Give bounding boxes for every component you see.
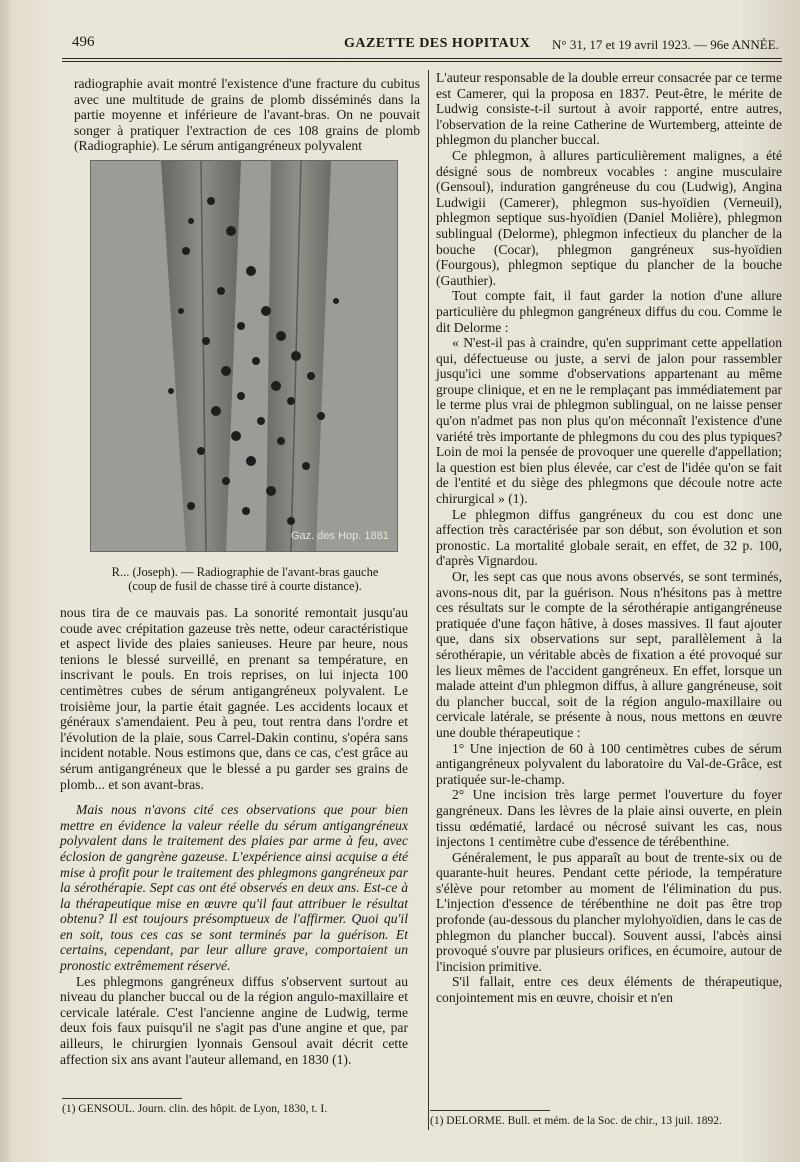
radiograph-figure: [90, 160, 398, 552]
radiograph-image: [91, 161, 397, 551]
paragraph: Or, les sept cas que nous avons observés, se sont terminés, avons-nous dit, par la guérison. Nous n'hésitons pas à mettre ces résultats sur le compte de la sérothérapie antigangréneuse pratiquée d'une façon hâtive, à doses massives. Il faut ajouter que, dans six observations sur sept, parallèlement à la sérothérapie, un véritable abcès de fixation a été provoqué sur les lieux mêmes de l'accident gangréneux. En effet, lorsque un malade atteint d'un phlegmon diffus, à allure gangréneuse, soit du plancher buccal, soit de la région angulo-maxillaire ou cervicale latérale, se présente à nous, nous mettons en œuvre une double thérapeutique :: [436, 569, 782, 740]
right-column: [436, 70, 782, 1006]
paragraph: Mais nous n'avons cité ces observations que pour bien mettre en évidence la valeur réelle du sérum antigangréneux polyvalent dans le traitement des plaies par arme à feu, avec éclosion de gangrène gazeuse. L'expérience ainsi acquise a été mise à profit pour le traitement des phlegmons gangréneux par la sérothérapie. Sept cas ont été observés en deux ans. Est-ce à la thérapeutique mise en œuvre qu'il faut attribuer le résultat obtenu? Il est toujours présomptueux de l'affirmer. Quoi qu'il en soit, tous ces cas se sont terminés par la guérison. Et certains, cependant, par leur allure grave, comportaient un pronostic extrêmement réservé.: [60, 802, 408, 974]
left-column-bottom: [60, 605, 408, 1067]
paragraph: Tout compte fait, il faut garder la notion d'une allure particulière du phlegmon gangréneux diffus du cou. Comme le dit Delorme :: [436, 288, 782, 335]
figure-caption: [80, 565, 410, 593]
paragraph: Les phlegmons gangréneux diffus s'observent surtout au niveau du plancher buccal ou de la région angulo-maxillaire et cervicale latérale. C'est l'ancienne angine de Ludwig, terme deux fois faux puisqu'il ne s'agit pas d'une angine et que, par ailleurs, le chirurgien lyonnais Gensoul avait décrit cette affection six ans avant l'auteur allemand, en 1830 (1).: [60, 973, 408, 1067]
paragraph: radiographie avait montré l'existence d'une fracture du cubitus avec une multitude de grains de plomb disséminés dans la partie moyenne et inférieure de l'avant-bras. On ne pouvait songer à pratiquer l'extraction de ces 108 grains de plomb (Radiographie). Le sérum antigangréneux polyvalent: [74, 76, 420, 154]
paragraph: L'auteur responsable de la double erreur consacrée par ce terme est Camerer, qui la proposa en 1837. Peut-être, le mérite de Ludwig consiste-t-il surtout à avoir rapporté, entre autres, l'observation de la reine Catherine de Wurtemberg, atteinte de phlegmon du plancher buccal.: [436, 70, 782, 148]
right-footnote-rule: [430, 1110, 550, 1111]
left-footnote-rule: [62, 1098, 182, 1099]
page-header: [62, 32, 782, 56]
journal-title: GAZETTE DES HOPITAUX: [344, 36, 531, 51]
caption-line-1: R... (Joseph). — Radiographie de l'avant-bras gauche: [111, 565, 379, 579]
paragraph: Le phlegmon diffus gangréneux du cou est donc une affection très caractérisée par son début, son évolution et son pronostic. La mortalité globale serait, en effet, de 32 p. 100, d'après Vignardou.: [436, 506, 782, 569]
column-divider: [428, 70, 429, 1130]
left-column-top: [74, 76, 420, 154]
paragraph: S'il fallait, entre ces deux éléments de thérapeutique, conjointement mis en œuvre, choisir et n'en: [436, 974, 782, 1006]
page-number: 496: [72, 34, 95, 50]
paragraph: 1° Une injection de 60 à 100 centimètres cubes de sérum antigangréneux polyvalent du laboratoire du Val-de-Grâce, est pratiquée sur-le-champ.: [436, 740, 782, 787]
paragraph: Ce phlegmon, à allures particulièrement malignes, a été désigné sous de nombreux vocables : angine musculaire (Gensoul), induration gangréneuse du cou (Ludwig), Angina Ludwigii (Camerer), phlegmon sus-hyoïdien (Verneuil), phlegmon septique sus-hyoïdien (Daniel Molière), phlegmon sublingual (Delorme), phlegmon infectieux du plancher de la bouche (Cocar), phlegmon gangréneux sus-hyoïdien (Fourgous), phlegmon septique du plancher de la bouche (Gauthier).: [436, 147, 782, 288]
paragraph: « N'est-il pas à craindre, qu'en supprimant cette appellation qui, défectueuse ou juste, a servi de jalon pour rassembler jusqu'ici une somme d'observations appartenant au même groupe clinique, et en ne le remplaçant pas immédiatement par le terme plus vrai de phlegmon sublingual, on ne laisse penser qu'on n'admet pas non plus qu'on méconnaît l'existence d'une variété très importante de phlegmons du cou des plus typiques? Loin de moi la pensée de provoquer une querelle d'appellation; la question est bien plus élevée, car c'est de l'idée qu'on se fait de l'entité et du siège des phlegmons que découle notre acte chirurgical » (1).: [436, 335, 782, 507]
header-rule: [62, 58, 782, 59]
header-rule-double: [62, 61, 782, 62]
paragraph: nous tira de ce mauvais pas. La sonorité remontait jusqu'au coude avec crépitation gazeuse très nette, odeur caractéristique et aspect livide des plaies sanieuses. Heure par heure, nous tenions le blessé surveillé, en prenant sa température, en inscrivant le pouls. En trois reprises, on lui injecta 100 centimètres cubes de sérum antigangréneux polyvalent. Le troisième jour, la partie était gagnée. Les accidents locaux et généraux s'amendaient. Peu à peu, tout rentra dans l'ordre et l'évolution de la plaie, sous Carrel-Dakin continu, s'opéra sans incident notable. Nous estimons que, dans ce cas, c'est grâce au sérum antigangréneux que le blessé a pu garder ses grains de plomb... et son avant-bras.: [60, 605, 408, 792]
left-footnote: (1) GENSOUL. Journ. clin. des hôpit. de Lyon, 1830, t. I.: [62, 1103, 328, 1115]
right-footnote: (1) DELORME. Bull. et mém. de la Soc. de chir., 13 juil. 1892.: [430, 1115, 722, 1127]
paragraph: Généralement, le pus apparaît au bout de trente-six ou de quarante-huit heures. Pendant cette période, la température s'élève pour retomber au moment de l'élimination du pus. L'injection d'essence de térébenthine ne doit pas être trop profonde (au-dessous du plancher mylohyoïdien, dans le cas de phlegmon du plancher buccal). Souvent aussi, l'abcès ainsi provoqué s'ouvre par plusieurs orifices, en écumoire, autour de l'incision primitive.: [436, 849, 782, 974]
caption-line-2: (coup de fusil de chasse tiré à courte distance).: [128, 579, 362, 593]
issue-date: N° 31, 17 et 19 avril 1923. — 96e ANNÉE.: [552, 37, 779, 52]
radiograph-watermark: Gaz. des Hop. 1881: [291, 530, 389, 542]
paragraph: 2° Une incision très large permet l'ouverture du foyer gangréneux. Dans les lèvres de la plaie ainsi ouverte, en plein tissu œdématié, lardacé ou nécrosé suivant les cas, nous injectons 1 centimètre cube d'essence de térébenthine.: [436, 787, 782, 850]
